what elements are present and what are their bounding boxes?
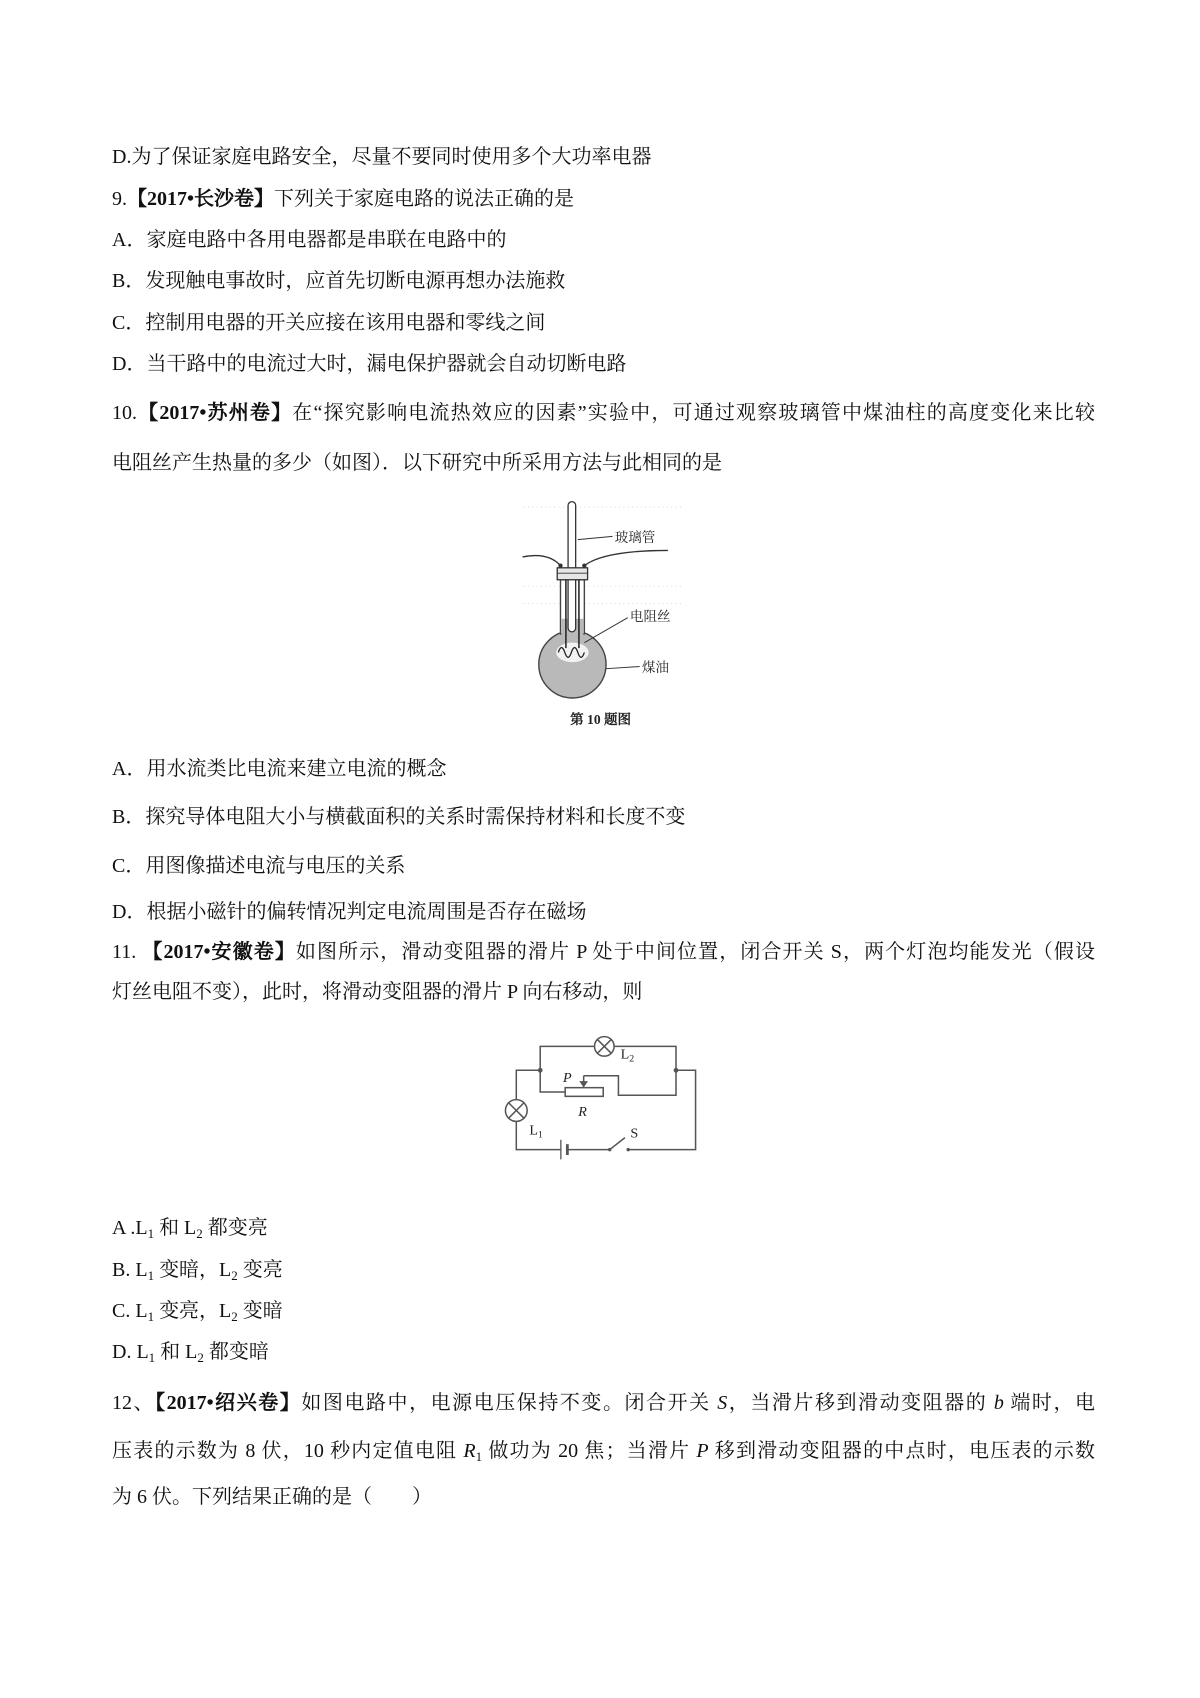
q11-stem-line-2: 灯丝电阻不变），此时，将滑动变阻器的滑片 P 向右移动，则 <box>112 981 643 1003</box>
q11-option-b <box>112 1256 283 1284</box>
subscript: 1 <box>147 1226 155 1241</box>
resistance-wire-leader <box>584 618 627 643</box>
resistor-symbol: R <box>463 1440 476 1462</box>
q12-stem-line-3: 为 6 伏。下列结果正确的是（ ） <box>112 1486 432 1508</box>
stem-text: 端时，电 <box>1003 1392 1095 1414</box>
stem-text: ，当滑片移到滑动变阻器的 <box>727 1392 994 1414</box>
option-text: 变暗 <box>237 1300 283 1322</box>
q10-stem-line-2: 电阻丝产生热量的多少（如图）．以下研究中所采用方法与此相同的是 <box>112 452 722 474</box>
subscript: 2 <box>196 1226 203 1241</box>
background-dotted-lines <box>524 507 682 604</box>
q12-number: 12、 <box>112 1392 156 1414</box>
lamp-l2-filament <box>597 1039 611 1053</box>
subscript: 1 <box>475 1449 483 1464</box>
q9-stem <box>112 185 574 213</box>
q10-stem-line-1 <box>112 399 1095 427</box>
lamp-l1-letter: L <box>529 1122 538 1139</box>
q12-source: 【2017•绍兴卷】 <box>155 1392 302 1414</box>
slider-wire <box>584 1070 676 1095</box>
q12-stem-line-1 <box>112 1389 1095 1417</box>
rheostat-body <box>565 1088 603 1097</box>
q11-option-a <box>112 1214 268 1242</box>
wire-to-rheostat <box>540 1070 565 1092</box>
option-text: 变暗，L <box>154 1259 232 1281</box>
slider-symbol: P <box>696 1440 709 1462</box>
q9-option-c: C．控制用电器的开关应接在该用电器和零线之间 <box>112 312 546 334</box>
q11-option-d <box>112 1338 269 1366</box>
stem-text: 移到滑动变阻器的中点时，电压表的示数 <box>708 1440 1095 1462</box>
option-text: B. L <box>112 1259 148 1281</box>
wire-right <box>628 1070 695 1149</box>
lamp-l1-subscript: 1 <box>537 1129 543 1141</box>
rheostat-label: R <box>578 1103 587 1120</box>
q11-number: 11. <box>112 941 143 963</box>
stem-text: 做功为 20 焦；当滑片 <box>482 1440 697 1462</box>
subscript: 2 <box>231 1268 238 1283</box>
switch-symbol: S <box>717 1392 728 1414</box>
glass-tube <box>568 502 576 632</box>
lead-wire-right <box>584 550 668 565</box>
switch-contact-right <box>626 1148 629 1151</box>
subscript: 1 <box>148 1350 156 1365</box>
q10-option-b: B．探究导体电阻大小与横截面积的关系时需保持材料和长度不变 <box>112 806 686 828</box>
subscript: 2 <box>197 1350 204 1365</box>
glass-tube-label: 玻璃管 <box>614 529 656 545</box>
lead-wire-left <box>523 556 561 566</box>
slider-arrow-icon <box>579 1081 588 1088</box>
wire-top-left <box>540 1046 594 1070</box>
q10-option-d: D．根据小磁针的偏转情况判定电流周围是否存在磁场 <box>112 901 587 923</box>
junction-left <box>538 1068 543 1073</box>
q10-number: 10. <box>112 402 137 424</box>
subscript: 2 <box>231 1309 238 1324</box>
q10-option-a: A．用水流类比电流来建立电流的概念 <box>112 758 447 780</box>
q10-source: 【2017•苏州卷】 <box>137 402 293 424</box>
option-text: D. L <box>112 1341 149 1363</box>
q11-option-c <box>112 1297 283 1325</box>
option-text: 都变亮 <box>202 1217 268 1239</box>
q11-source: 【2017•安徽卷】 <box>142 941 296 963</box>
kerosene-label: 煤油 <box>641 659 669 675</box>
option-text: A .L <box>112 1217 148 1239</box>
stem-text: 如图电路中，电源电压保持不变。闭合开关 <box>301 1392 718 1414</box>
lamp-l1-filament <box>509 1103 524 1118</box>
q9-option-d: D．当干路中的电流过大时，漏电保护器就会自动切断电路 <box>112 353 627 375</box>
lamp-l2-subscript: 2 <box>629 1053 635 1065</box>
resistance-wire-label: 电阻丝 <box>629 608 671 624</box>
switch-contact-left <box>608 1148 611 1151</box>
q10-stem-text-1: 在“探究影响电流热效应的因素”实验中，可通过观察玻璃管中煤油柱的高度变化来比较 <box>292 402 1095 424</box>
q9-number: 9. <box>112 188 127 210</box>
q9-source: 【2017•长沙卷】 <box>127 188 275 210</box>
flask-bulb <box>539 631 606 698</box>
wire-left-upper <box>516 1070 540 1099</box>
option-text: C. L <box>112 1300 148 1322</box>
rubber-stopper <box>557 568 587 580</box>
q12-stem-line-2 <box>112 1437 1095 1465</box>
q10-option-c: C．用图像描述电流与电压的关系 <box>112 855 406 877</box>
q9-option-a: A．家庭电路中各用电器都是串联在电路中的 <box>112 229 507 251</box>
option-text: 变亮 <box>237 1259 283 1281</box>
q10-flask-figure <box>516 497 695 733</box>
lamp-l1-label <box>529 1122 543 1140</box>
q11-stem-text-1: 如图所示，滑动变阻器的滑片 P 处于中间位置，闭合开关 S，两个灯泡均能发光（假设 <box>295 941 1095 963</box>
switch-lever <box>610 1138 625 1150</box>
slider-label: P <box>563 1070 572 1087</box>
glass-tube-leader <box>578 536 613 539</box>
q11-stem-line-1 <box>112 938 1095 966</box>
q9-stem-text: 下列关于家庭电路的说法正确的是 <box>274 188 575 210</box>
q9-option-b: B．发现触电事故时，应首先切断电源再想办法施救 <box>112 270 566 292</box>
option-text: 和 L <box>155 1341 198 1363</box>
lamp-l2-label <box>621 1046 635 1064</box>
subscript: 1 <box>147 1268 155 1283</box>
option-text: 变亮，L <box>154 1300 232 1322</box>
kerosene-leader <box>606 667 640 669</box>
figure-caption: 第 10 题图 <box>570 712 632 728</box>
option-text: 和 L <box>154 1217 197 1239</box>
stem-text: 压表的示数为 8 伏，10 秒内定值电阻 <box>112 1440 464 1462</box>
q8-option-d: D.为了保证家庭电路安全，尽量不要同时使用多个大功率电器 <box>112 146 652 168</box>
switch-label: S <box>630 1125 639 1142</box>
option-text: 都变暗 <box>203 1341 269 1363</box>
q11-circuit-figure <box>500 1030 701 1179</box>
subscript: 1 <box>147 1309 155 1324</box>
junction-right <box>674 1068 679 1073</box>
end-symbol: b <box>993 1392 1004 1414</box>
lamp-l2-letter: L <box>620 1046 630 1063</box>
